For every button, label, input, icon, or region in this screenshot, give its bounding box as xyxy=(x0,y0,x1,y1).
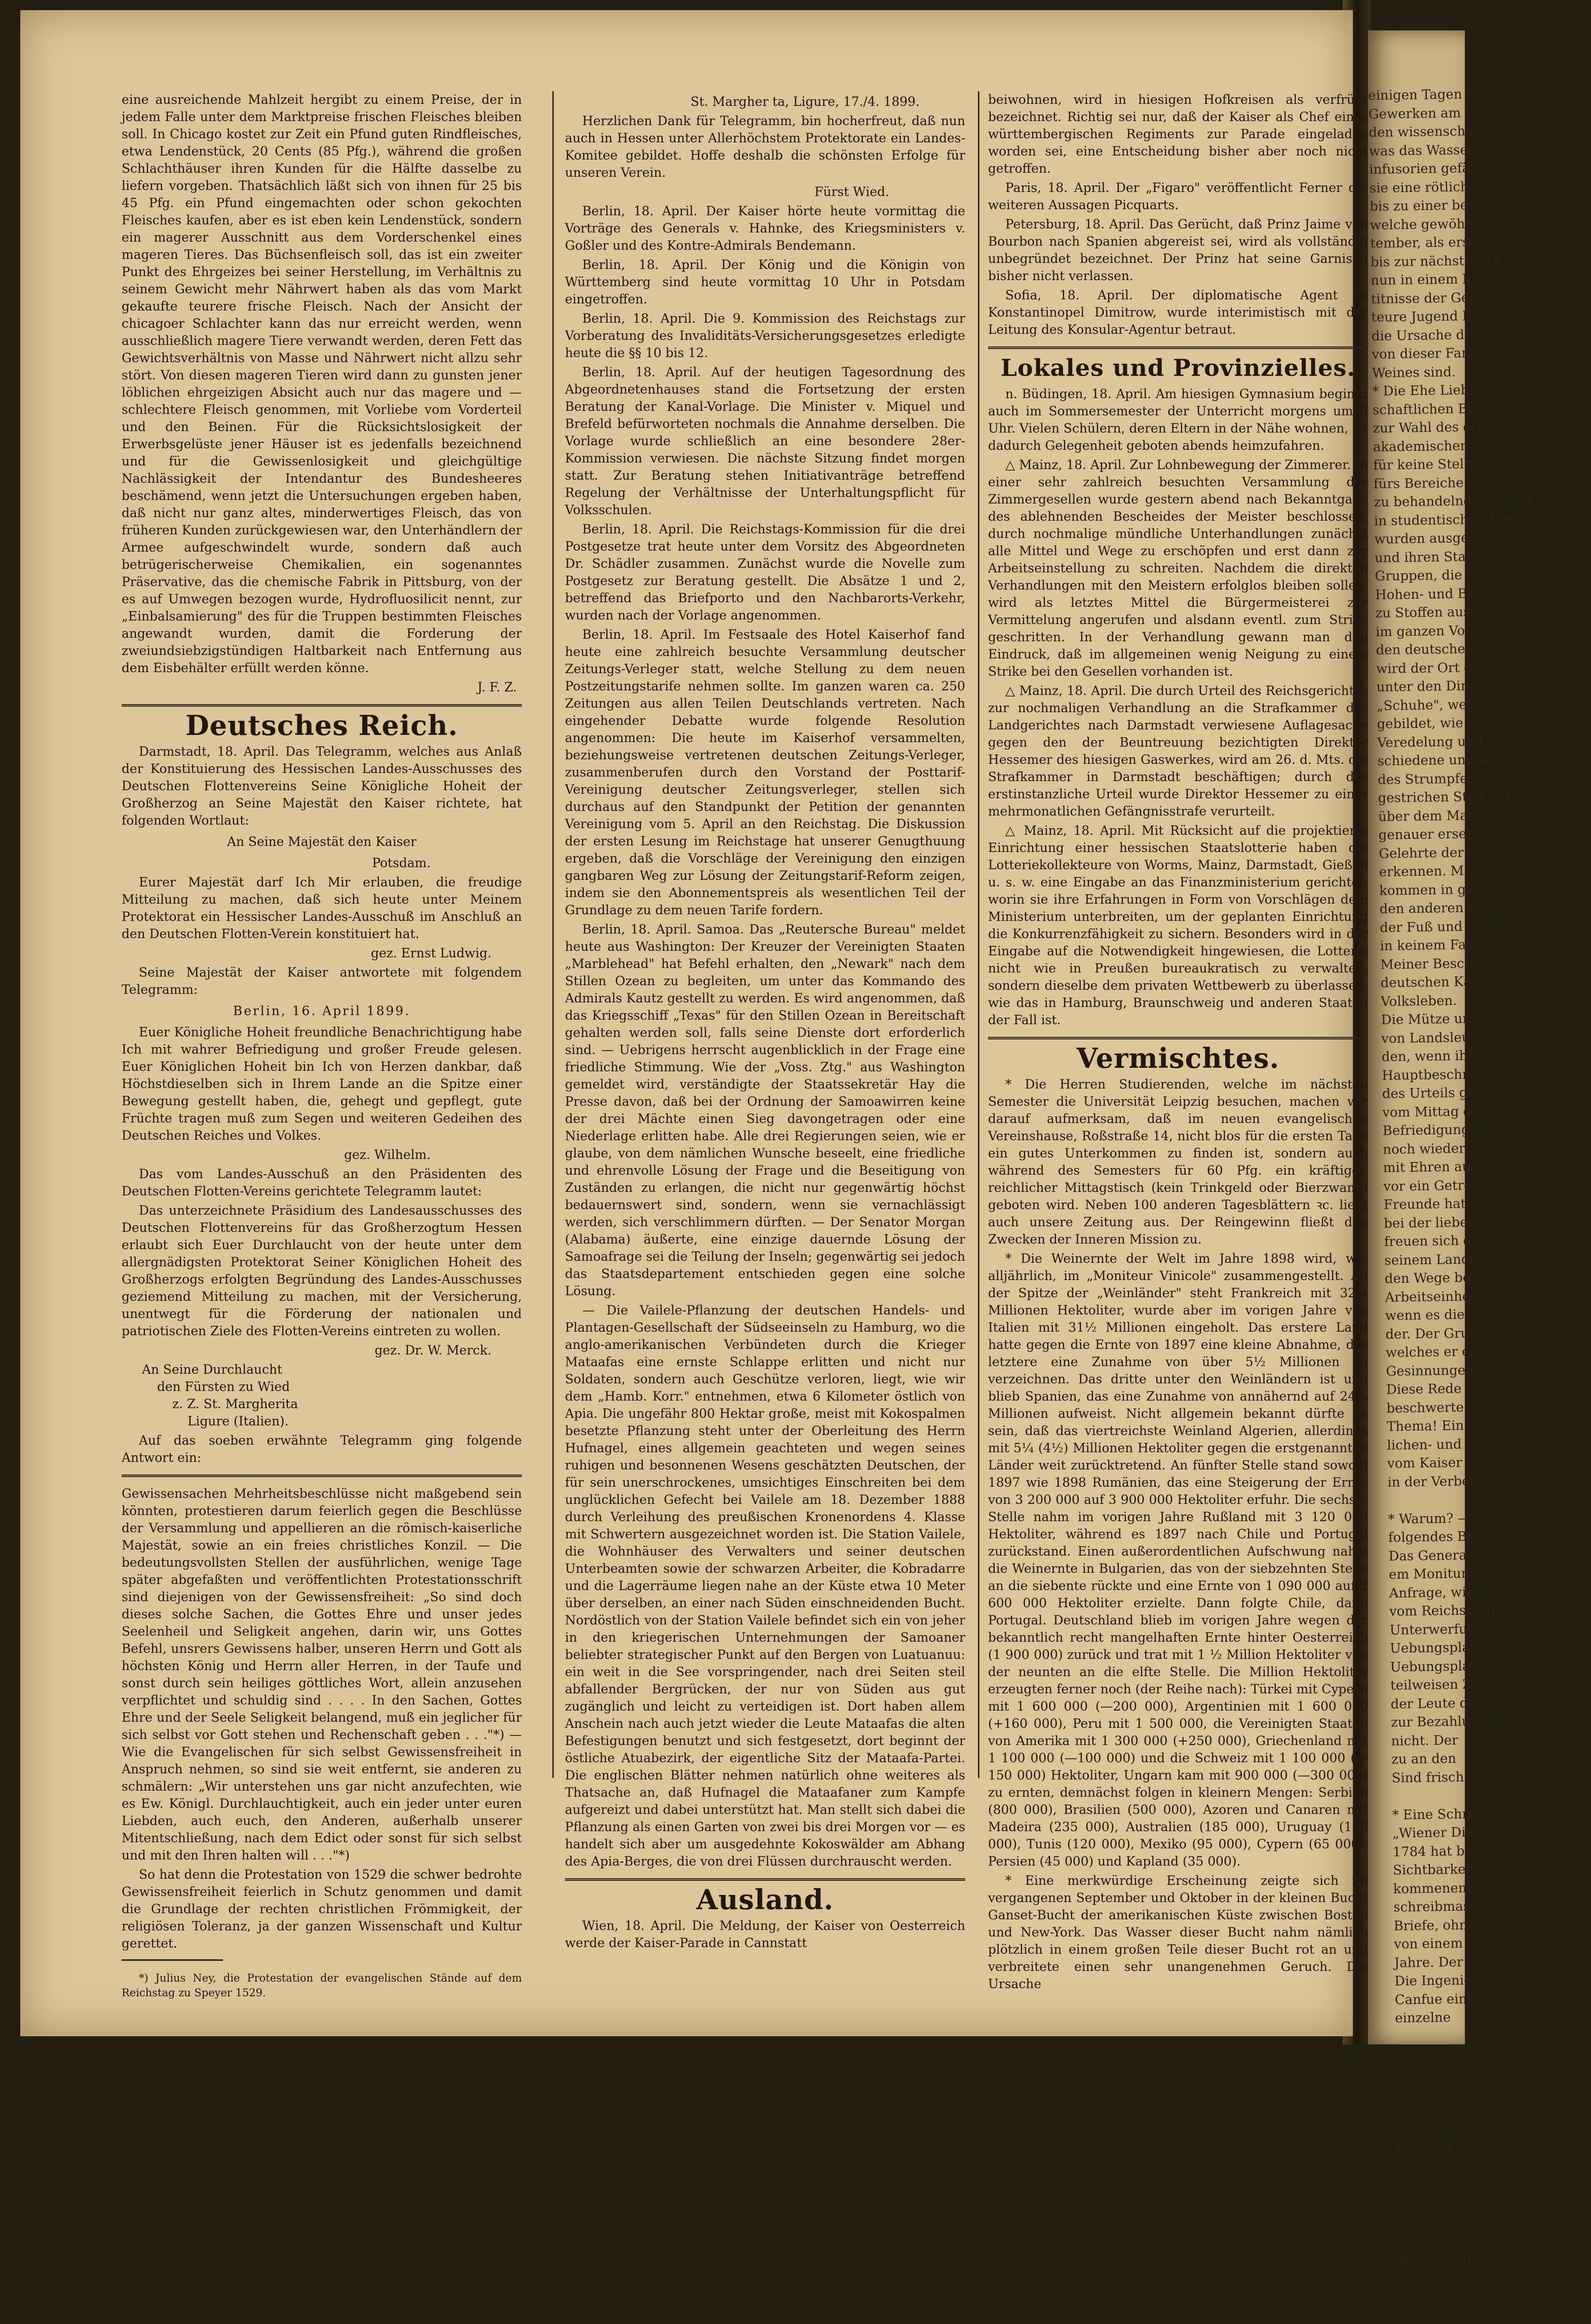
telegram-text: Das unterzeichnete Präsidium des Landesausschusses des Deutschen Flottenvereins für das Großherzogtum Hessen erlaubt sich Euer Durchlaucht von der heute unter dem allergnädigsten Protektorat Seiner Königlichen Hoheit des Großherzogs erfolgten Begründung des Landes-Ausschusses geziemend Mitteilung zu machen, mit der Versicherung, unentwegt für die Förderung der nationalen und patriotischen Ziele des Flotten-Vereins eintreten zu wollen. xyxy=(122,1203,522,1338)
column-rule xyxy=(978,91,979,1778)
misc-studierende: * Die Herren Studierenden, welche im nächsten Semester die Universität Leipzig besuchen, machen wir darauf aufmerksam, daß im neuen evangelischen Vereinshause, Roßstraße 14, nicht blos für die ersten Tage ein gutes Unterkommen zu finden ist, sondern auch während des Semesters für 60 Pfg. ein kräftiger, reichlicher Mittagstisch (kein Trinkgeld oder Bierzwang) geboten wird. Neben 100 anderen Tagesblättern ꝛc. liegt auch unsere Zeitung aus. Der Reingewinn fließt den Zwecken der Inneren Mission zu. xyxy=(988,1077,1368,1247)
telegram-signature: gez. Ernst Ludwig. xyxy=(371,946,491,960)
news-mainz-3: △ Mainz, 18. April. Mit Rücksicht auf die projektierte Einrichtung einer hessischen Staatslotterie haben die Lotteriekollekteure von Worms, Mainz, Darmstadt, Gießen u. s. w. eine Eingabe an das Finanzministerium gerichtet, worin sie ihre Erfahrungen in Form von Vorschlägen dem Ministerium unterbreiten, um der geplanten Einrichtung die Konkurrenzfähigkeit zu sichern. Besonders wird in der Eingabe auf die Notwendigkeit hingewiesen, die Lotterie nicht wie in Preußen bureaukratisch zu verwalten, sondern dieselbe dem privaten Wettbewerb zu überlassen, wie das in Hamburg, Braunschweig und anderen Staaten der Fall ist. xyxy=(988,823,1368,1027)
article-signature: J. F. Z. xyxy=(477,680,517,694)
article-text: Auf das soeben erwähnte Telegramm ging folgende Antwort ein: xyxy=(122,1433,522,1465)
article-text: Seine Majestät der Kaiser antwortete mit folgendem Telegramm: xyxy=(122,965,522,997)
news-vailele: — Die Vailele-Pflanzung der deutschen Handels- und Plantagen-Gesellschaft der Südseeinseln zu Hamburg, wo die anglo-amerikanischen Verbündeten durch die Krieger Mataafas eine ernste Schlappe erlitten und nicht nur Soldaten, sondern auch Geschütze verloren, liegt, wie wir dem „Hamb. Korr." entnehmen, etwa 6 Kilometer östlich von Apia. Die ungefähr 800 Hektar große, meist mit Kokospalmen besetzte Pflanzung steht unter der Oberleitung des Herrn Hufnagel, eines allgemein geachteten und wegen seines ruhigen und besonnenen Wesens geschätzten Deutschen, der für sein unerschrockenes, umsichtiges Einschreiten bei dem unglücklichen Gefecht bei Vailele am 18. Dezember 1888 durch Verleihung des preußischen Kronenordens 4. Klasse mit Schwertern ausgezeichnet worden ist. Die Station Vailele, die Wohnhäuser des Verwalters und seiner deutschen Unterbeamten sowie der schwarzen Arbeiter, die Kobradarre und die Lagerräume liegen nahe an der Küste etwa 10 Meter über derselben, an einer nach Süden einschneidenden Bucht. Nordöstlich von der Station Vailele befindet sich ein von jeher in den kriegerischen Unternehmungen der Samoaner beliebter strategischer Punkt auf den Bergen von Luatuanuu: ein weit in die See vorspringender, nach drei Seiten steil abfallender Bergrücken, der nur von Süden aus gut zugänglich und leicht zu verteidigen ist. Dort haben allem Anschein nach auch jetzt wieder die Leute Mataafas die alten Befestigungen benutzt und sich festgesetzt, dort beginnt der östliche Atuabezirk, der eigentliche Sitz der Mataafa-Partei. Die englischen Blätter nehmen natürlich ohne weiteres als Thatsache an, daß Hufnagel die Mataafaner zum Kampfe aufgereizt und dabei unterstützt hat. Man stellt sich dabei die Pflanzung als einen Garten von zwei bis drei Morgen vor — es handelt sich aber um ausgedehnte Kokoswälder am Abhang des Apia-Berges, die von drei Flüssen durchrauscht werden. xyxy=(565,1303,965,1869)
news-mainz-2: △ Mainz, 18. April. Die durch Urteil des Reichsgerichtes zur nochmaligen Verhandlung an die Strafkammer des Landgerichtes nach Darmstadt verwiesene Auflagesache gegen den der Beuntreuung bezichtigten Direktor Hessemer des hiesigen Gaswerkes, wird am 26. d. Mts. die Strafkammer in Darmstadt beschäftigen; durch das erstinstanzliche Urteil wurde Direktor Hessemer zu einer mehrmonatlichen Gefängnisstrafe verurteilt. xyxy=(988,683,1368,819)
news-berlin-4: Berlin, 18. April. Auf der heutigen Tagesordnung des Abgeordnetenhauses stand die Fortsetzung der ersten Beratung der Kanal-Vorlage. Die Minister v. Miquel und Brefeld befürworteten nochmals die Annahme derselben. Die Vorlage wurde schließlich an eine besondere 28er-Kommission verwiesen. Die nächste Sitzung findet morgen statt. Zur Beratung stehen Initiativanträge betreffend Regelung der Verhältnisse der Unterhaltungspflicht für Volksschulen. xyxy=(565,365,965,517)
section-rule xyxy=(988,1037,1368,1039)
telegram-text: Euer Königliche Hoheit freundliche Benachrichtigung habe Ich mit wahrer Befriedigung und großer Freude gelesen. Euer Königlichen Hoheit bin Ich von Herzen dankbar, daß Höchstdieselben sich in Ihrem Lande an die Spitze einer Bewegung gestellt haben, die, gehegt und gepflegt, gute Früchte tragen muß zum Segen und weiteren Gedeihen des Deutschen Reiches und Volkes. xyxy=(122,1025,522,1143)
news-berlin-5: Berlin, 18. April. Die Reichstags-Kommission für die drei Postgesetze trat heute unter dem Vorsitz des Abgeordneten Dr. Schädler zusammen. Zunächst wurde die Novelle zum Postgesetz zur Beratung gestellt. Die Absätze 1 und 2, betreffend das Briefporto und den Nachbarorts-Verkehr, wurden nach der Vorlage angenommen. xyxy=(565,522,965,623)
misc-weinernte: * Die Weinernte der Welt im Jahre 1898 wird, wie alljährlich, im „Moniteur Vinicole" zusammengestellt. An der Spitze der „Weinländer" steht Frankreich mit 32¼ Millionen Hektoliter, wurde aber im vorigen Jahre von Italien mit 31½ Millionen eingeholt. Das erstere Land hatte gegen die Ernte von 1897 eine kleine Abnahme, das letztere eine Zunahme von über 5½ Millionen zu verzeichnen. Das dritte unter den Weinländern ist und blieb Spanien, das eine Zunahme von annähernd auf 24⅛ Millionen aufweist. Nicht allgemein bekannt dürfte es sein, daß das viertreichste Weinland Algerien, allerdings mit 5¼ (4½) Millionen Hektoliter gegen die erstgenannten Länder weit zurücktretend. An fünfter Stelle stand sowohl 1897 wie 1898 Rumänien, das eine Steigerung der Ernte von 3 200 000 auf 3 900 000 Hektoliter erfuhr. Die sechste Stelle nahm im vorigen Jahre Rußland mit 3 120 000 Hektoliter, während es 1897 nach Chile und Portugal zurückstand. Einen außerordentlichen Aufschwung nahm die Weinernte in Bulgarien, das von der siebzehnten Stelle an die siebente rückte und eine Ernte von 1 090 000 auf 2 600 000 Hektoliter erzielte. Dann folgte Chile, dann Portugal. Deutschland blieb im vorigen Jahre wegen der bekanntlich recht mangelhaften Ernte hinter Oesterreich (1 900 000) zurück und trat mit 1 ½ Million Hektoliter von der neunten an die elfte Stelle. Die Million Hektoliter erzeugten ferner noch (der Reihe nach): Türkei mit Cypern mit 1 600 000 (—200 000), Argentinien mit 1 600 000 (+160 000), Peru mit 1 500 000, die Vereinigten Staaten von Amerika mit 1 300 000 (+250 000), Griechenland mit 1 100 000 (—100 000) und die Schweiz mit 1 100 000 (—150 000) Hektoliter, Ungarn kam mit 900 000 (—300 000) zu ernten, demnächst folgen in kleinern Mengen: Serbien (800 000), Brasilien (500 000), Azoren und Canaren mit Madeira (235 000), Australien (185 000), Uruguay (160 000), Tunis (120 000), Mexiko (95 000), Cypern (65 000), Persien (45 000) und Kapland (35 000). xyxy=(988,1251,1368,1869)
telegram-signature: gez. Wilhelm. xyxy=(344,1147,431,1162)
article-protestation-end: So hat denn die Protestation von 1529 die schwer bedrohte Gewissensfreiheit feierlich in Schutz genommen und damit die Grundlage der rechten christlichen Frömmigkeit, der religiösen Toleranz, ja der ganzen Wissenschaft und Kultur gerettet. xyxy=(122,1867,522,1951)
telegram-address: Ligure (Italien). xyxy=(187,1414,289,1428)
news-sofia: Sofia, 18. April. Der diplomatische Agent in Konstantinopel Dimitrow, wurde interimistisch mit der Leitung des Konsular-Agentur betraut. xyxy=(988,288,1368,337)
footnote: *) Julius Ney, die Protestation der evangelischen Stände auf dem Reichstag zu Speyer 1529. xyxy=(122,1972,522,1999)
adjacent-page-fragment xyxy=(1368,30,1563,2322)
telegram-address: z. Z. St. Margherita xyxy=(172,1397,298,1411)
footnote-rule xyxy=(122,1959,223,1961)
section-rule xyxy=(565,1878,965,1881)
news-paris: Paris, 18. April. Der „Figaro" veröffentlicht Ferner die weiteren Aussagen Picquarts. xyxy=(988,180,1368,212)
news-petersburg: Petersburg, 18. April. Das Gerücht, daß Prinz Jaime von Bourbon nach Spanien abgereist sei, wird als vollständig unbegründet bezeichnet. Der Prinz hat seine Garnison bisher nicht verlassen. xyxy=(988,217,1368,283)
adjacent-page-text: einigen Tagen fand man Gewerken am Ufer den wissenschaftlichen was das Wasser derart infusorien gefärbt sie eine rötliche Farbe bis zu einer bestimmten welche gewöhnlich nicht tember, als erschienen die bis zur nächsten 14 Tage nun in einem Kommerz titnisse der Gesetzmäßigkeit teure Jugend Belgrad die Ursache des Todes von dieser Farbe Weines sind. * Die Ehe Liebe schaftlichen Blättern zur Wahl des ersten akademischen Vereins für keine Stelle gewählt fürs Bereiche mit zu behandelnden Stand in studentischen Kreis wurden ausgedacht und ihren Standpunkt Gruppen, die hier Hohen- und Breiten zu Stoffen aus im ganzen Volke den deutschen Schuhen wird der Ort der Sache unter den Dingen „Schuhe", welche gebildet, wie ein Veredelung und schiedene und keine des Strumpfes gestrichen Stoff mit über dem Mantel genauer ersehen Gelehrte der Mode erkennen. Man kommen in gleicher den anderen Welt der Fuß und die in keinem Falle Meiner Beschreibung deutschen Kaiser in Volksleben. Die Mütze und die von Landsleuten den, wenn ihr Ba Hauptbeschreibung des Urteils gleich vom Mittag durch Befriedigung noch wieder, weil es mit Ehren aus den vor ein Getreidever Freunde hat bei der lieben freuen sich der seinem Lande den Wege bei Arbeitseinheit wenn es die der. Der Gruß welches er er Gesinnungen Diese Rede beschwerte Thema! Ein lichen- und vom Kaiser in der Verbeug * Warum? — folgendes Beschluß Das Generalkommando em Monitum be Anfrage, wie es mit vom Reichsbahn Unterwerfung Uebungsplatz Uebungsplatz teilweisen Zeit der Leute der zur Bezahlung nicht. Der zu an den Sind frisch * Eine Schreibmaschine „Wiener Diarium" 1784 hat bei Wiener Sichtbarkeiten kommenen Maschine schreibmaschine Briefe, ohne von einem Jahre. Der Die Ingenieur Canfue eines einzelne magnetischen der Kaufmann wo ein Nun zu in, dann thut, da in bei liebevollen was es behalt Bedeutung deutsche Gefahr gewahrt xyxy=(1368,86,1563,2322)
section-rule xyxy=(122,1475,522,1477)
column-1 xyxy=(122,91,522,2002)
telegram-signature: gez. Dr. W. Merck. xyxy=(374,1343,491,1358)
column-rule xyxy=(552,91,554,1778)
section-heading-deutsches-reich: Deutsches Reich. xyxy=(185,709,459,742)
telegram-address: An Seine Majestät den Kaiser xyxy=(226,834,417,849)
section-heading-vermischtes: Vermischtes. xyxy=(1076,1042,1280,1074)
news-wien-cont: beiwohnen, wird in hiesigen Hofkreisen als verfrüht bezeichnet. Richtig sei nur, daß der Kaiser als Chef eines württembergischen Regiments zur Parade eingeladen worden sei, eine Entscheidung bisher aber noch nicht getroffen. xyxy=(988,92,1368,176)
article-darmstadt: Darmstadt, 18. April. Das Telegramm, welches aus Anlaß der Konstituierung des Hessischen Landes-Ausschusses des Deutschen Flottenvereins Seine Königliche Hoheit der Großherzog an Seine Majestät den Kaiser richtete, hat folgenden Wortlaut: xyxy=(122,744,522,828)
news-wien: Wien, 18. April. Die Meldung, der Kaiser von Oesterreich werde der Kaiser-Parade in Cannstatt xyxy=(565,1918,965,1950)
misc-erscheinung: * Eine merkwürdige Erscheinung zeigte sich im vergangenen September und Oktober in der kleinen Bucht Ganset-Bucht der amerikanischen Küste zwischen Boston und New-York. Das Wasser dieser Bucht nahm nämlich plötzlich in einem großen Teile dieser Bucht rot an und verbreitete einen sehr unangenehmen Geruch. Die Ursache xyxy=(988,1873,1368,1991)
telegram-address: An Seine Durchlaucht xyxy=(142,1362,282,1377)
section-heading-lokales: Lokales und Provinzielles. xyxy=(1000,354,1356,381)
column-2 xyxy=(565,91,965,1954)
news-buedingen: n. Büdingen, 18. April. Am hiesigen Gymnasium beginnt auch im Sommersemester der Unterricht morgens um 8 Uhr. Vielen Schülern, deren Eltern in der Nähe wohnen, ist dadurch Gelegenheit geboten abends heimzufahren. xyxy=(988,386,1368,453)
newspaper-page xyxy=(20,10,1368,2036)
telegram-signature: Fürst Wied. xyxy=(814,184,889,199)
article-protestation: Gewissensachen Mehrheitsbeschlüsse nicht maßgebend sein könnten, protestieren darum feierlich gegen die Beschlüsse der Versammlung und appellieren an die römisch-kaiserliche Majestät, sowie an ein freies christliches Konzil. — Die bedeutungsvollsten Stellen der ausführlichen, wenige Tage später abgefaßten und veröffentlichten Protestationsschrift sind diejenigen von der Gewissensfreiheit: „So sind doch dieses solche Sachen, die Gottes Ehre und unser jedes Seelenheil und Seligkeit angehen, darin wir, uns Gottes Befehl, unsrers Gewissens halber, unseren Herrn und Gott als höchsten König und Herrn aller Herren, in der Taufe und sonst durch sein heiliges göttliches Wort, allein anzusehen verpflichtet und schuldig sind . . . . In den Sachen, Gottes Ehre und der Seele Seligkeit belangend, muß ein jeglicher für sich selbst vor Gott stehen und Rechenschaft geben . . ."*) — Wie die Evangelischen für sich selbst Gewissensfreiheit in Anspruch nehmen, so sind sie weit entfernt, sie anderen zu schmälern: „Wir unterstehen uns gar nicht anzufechten, wie es Ew. Königl. Durchlauchtigkeit, auch ein jeder unter euren Liebden, auch euch, den Anderen, außerhalb unserer Mitentschließung, nach dem Edict oder sonst für sich selbst und mit den Ihren halten will . . ."*) xyxy=(122,1486,522,1863)
telegram-address: den Fürsten zu Wied xyxy=(157,1379,290,1394)
news-mainz-1: △ Mainz, 18. April. Zur Lohnbewegung der Zimmerer. In einer sehr zahlreich besuchten Versammlung der Zimmergesellen wurde gestern abend nach Bekanntgabe des ablehnenden Bescheides der Meister beschlossen, durch nochmalige mündliche Unterhandlungen zunächst alle Mittel und Wege zu erschöpfen und erst dann zur Arbeitseinstellung zu schreiten. Nachdem die direkten Verhandlungen mit den Meistern erfolglos bleiben sollen, wird als letztes Mittel die Bürgermeisterei zur Vermittelung angerufen und alsdann eventl. zum Strike geschritten. In der Verhandlung gewann man den Eindruck, daß im allgemeinen wenig Neigung zu einem Strike bei den Gesellen vorhanden ist. xyxy=(988,457,1368,679)
telegram-text: Herzlichen Dank für Telegramm, bin hocherfreut, daß nun auch in Hessen unter Allerhöchstem Protektorate ein Landes-Komitee gebildet. Hoffe deshalb die schönsten Erfolge für unseren Verein. xyxy=(565,113,965,180)
telegram-address-city: Potsdam. xyxy=(372,856,431,870)
news-berlin-samoa: Berlin, 18. April. Samoa. Das „Reutersche Bureau" meldet heute aus Washington: Der Kreuzer der Vereinigten Staaten „Marblehead" hat Befehl erhalten, den „Newark" nach dem Stillen Ozean zu begleiten, um unter das Kommando des Admirals Kautz gestellt zu werden. Es wird angenommen, daß das Kriegsschiff „Texas" für den Stillen Ozean in Bereitschaft gehalten werden soll, falls seine Dienste dort erforderlich sind. — Uebrigens herrscht augenblicklich in der Frage eine friedliche Stimmung. Wie der „Voss. Ztg." aus Washington gemeldet wird, verständigte der Staatssekretär Hay die Presse davon, daß bei der Ordnung der Samoawirren keine der drei Mächte einen Sieg davongetragen oder eine Niederlage erlitten habe. Alle drei Regierungen seien, wie er glaube, von dem nämlichen Wunsche beseelt, eine friedliche und ehrenvolle Lösung der Frage und die Beseitigung von Zuständen zu erlangen, die nicht nur gegenwärtig höchst bedauernswert sind, sondern, wenn sie vernachlässigt werden, sich verschlimmern dürften. — Der Senator Morgan (Alabama) äußerte, eine einzige dauernde Lösung der Samoafrage sei die Teilung der Inseln; gegenwärtig sei jedoch das Staatsdepartement entschieden gegen eine solche Lösung. xyxy=(565,922,965,1298)
news-berlin-2: Berlin, 18. April. Der König und die Königin von Württemberg sind heute vormittag 10 Uhr in Potsdam eingetroffen. xyxy=(565,257,965,306)
section-heading-ausland: Ausland. xyxy=(696,1883,834,1916)
section-rule xyxy=(988,346,1368,349)
article-text: Das vom Landes-Ausschuß an den Präsidenten des Deutschen Flotten-Vereins gerichtete Telegramm lautet: xyxy=(122,1167,522,1198)
news-berlin-6: Berlin, 18. April. Im Festsaale des Hotel Kaiserhof fand heute eine zahlreich besuchte Versammlung deutscher Zeitungs-Verleger statt, welche Stellung zu dem neuen Postzeitungstarife nehmen sollte. Im ganzen waren ca. 250 Zeitungen aus allen Teilen Deutschlands vertreten. Nach eingehender Debatte wurde folgende Resolution angenommen: Die heute im Kaiserhof versammelten, beziehungsweise vertretenen deutschen Zeitungs-Verleger, zusammenberufen durch den Vorstand der Posttarif-Vereinigung deutscher Zeitungsverleger, stellen sich durchaus auf den Standpunkt der Petition der genannten Vereinigung vom 5. April an den Reichstag. Die Diskussion der ersten Lesung im Reichstage hat unserer Genugthuung ergeben, daß die Vorschläge der Vereinigung den einzigen gangbaren Weg zur Lösung der Zeitungstarif-Reform zeigen, indem sie den Abonnementspreis als wesentlichen Teil der Grundlage zu dem neuen Tarife fordern. xyxy=(565,627,965,917)
telegram-dateline: Berlin, 16. April 1899. xyxy=(233,1003,411,1018)
telegram-dateline: St. Margher ta, Ligure, 17./4. 1899. xyxy=(690,94,920,109)
article-meat-text: eine ausreichende Mahlzeit hergibt zu einem Preise, der in jedem Falle unter dem Marktpreise frischen Fleisches bleiben soll. In Chicago kostet zur Zeit ein Pfund guten Rindfleisches, etwa Lendenstück, 20 Cents (85 Pfg.), während die großen Schlachthäuser ihren Kunden für die Hälfte dasselbe zu liefern vorgeben. Thatsächlich läßt sich von ihnen für 25 bis 45 Pfg. ein Pfund eingemachten oder schon gekochten Fleisches kaufen, aber es ist eben kein Lendenstück, sondern ein magerer Ausschnitt aus dem Vorderschenkel eines mageren Tieres. Das Büchsenfleisch soll, das ist ein zweiter Punkt des Ehrgeizes bei seiner Herstellung, im Verhältnis zu seinem Gewicht mehr Nährwert haben als das vom Markt gekaufte teurere frische Fleisch. Nach der Ansicht der chicagoer Schlachter kann das nur erreicht werden, wenn ausschließlich magere Tiere verwandt werden, deren Fett das Gewichtsverhältnis von Masse und Nährwert nicht allzu sehr stört. Von diesen mageren Tieren wird dann zu gunsten jener löblichen ehrgeizigen Absicht auch nur das magere und — schlechtere Fleisch genommen, mit Vorliebe vom Vorderteil und den Beinen. Für die Rücksichtslosigkeit der Erwerbsgelüste jener Häuser ist es jedenfalls bezeichnend und für die Gewissenlosigkeit und gleichgültige Nachlässigkeit der Intendantur des Bundesheeres beschämend, wenn jetzt die Untersuchungen ergeben haben, daß nicht nur ganz altes, minderwertiges Fleisch, das von früheren Kunden zurückgewiesen war, den Unterhändlern der Armee aufgeschwindelt wurde, sondern daß auch betrügerischerweise Chemikalien, ein sogenanntes Präservative, das die chemische Fabrik in Pittsburg, von der es auf Umwegen bezogen wurde, Hydrofluosilicit nennt, zur „Einbalsamierung" des für die Truppen bestimmten Fleisches angewandt wurden, damit die Forderung der zweiundsiebzigstündigen Haltbarkeit nach Entfernung aus dem Eisbehälter erfüllt werden könne. xyxy=(122,92,522,675)
news-berlin-1: Berlin, 18. April. Der Kaiser hörte heute vormittag die Vorträge des Generals v. Hahnke, des Kriegsministers v. Goßler und des Kontre-Admirals Bendemann. xyxy=(565,204,965,253)
news-berlin-3: Berlin, 18. April. Die 9. Kommission des Reichstags zur Vorberatung des Invaliditäts-Versicherungsgesetzes erledigte heute die §§ 10 bis 12. xyxy=(565,311,965,360)
telegram-text: Eurer Majestät darf Ich Mir erlauben, die freudige Mitteilung zu machen, daß sich heute unter Meinem Protektorat ein Hessischer Landes-Ausschuß im Anschluß an den Deutschen Flotten-Verein konstituiert hat. xyxy=(122,875,522,941)
column-3 xyxy=(988,91,1368,1995)
section-rule xyxy=(122,704,522,707)
